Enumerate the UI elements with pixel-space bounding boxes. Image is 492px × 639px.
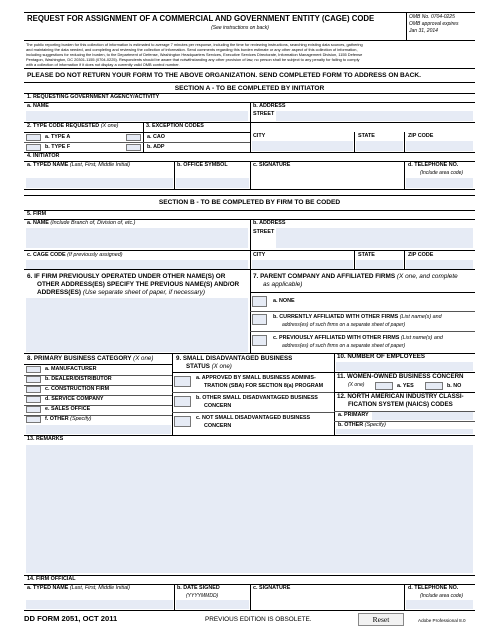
rule — [250, 311, 475, 312]
rule — [174, 161, 175, 189]
previous-names-field[interactable] — [26, 298, 248, 352]
currently-affiliated-line-1 — [273, 315, 442, 321]
cage-code-note: (If previously assigned) — [67, 252, 123, 258]
form-subtitle: (See instructions on back) — [211, 25, 269, 31]
item-7-text: 7. PARENT COMPANY AND AFFILIATED FIRMS — [253, 273, 396, 280]
sales-label: e. SALES OFFICE — [45, 406, 91, 412]
official-signature-label: c. SIGNATURE — [253, 585, 291, 591]
dealer-checkbox[interactable] — [26, 376, 41, 383]
rule — [24, 575, 475, 576]
other-category-text: f. OTHER — [45, 416, 69, 422]
agency-city-label: CITY — [253, 133, 266, 139]
rule — [354, 132, 355, 152]
reset-button[interactable]: Reset — [358, 613, 404, 626]
rule — [250, 292, 475, 293]
office-symbol-field[interactable] — [176, 178, 249, 188]
item-3-label: 3. EXCEPTION CODES — [146, 123, 204, 129]
agency-name-label: a. NAME — [27, 103, 49, 109]
currently-affiliated-line-2: address(es) of such firms on a separate sheet of paper) — [282, 322, 406, 328]
item-11-note: (X one) — [348, 382, 365, 388]
firm-zip-field[interactable] — [406, 260, 473, 269]
rule — [24, 210, 475, 211]
other-category-note: (Specify) — [70, 416, 92, 422]
manufacturer-checkbox[interactable] — [26, 366, 41, 373]
item-6-note: (Use separate sheet of paper, if necessary) — [82, 289, 206, 296]
rule — [24, 40, 475, 41]
adobe-version: Adobe Professional 8.0 — [418, 618, 466, 623]
firm-name-label — [27, 221, 135, 227]
item-6-line-3 — [37, 289, 205, 296]
firm-address-label: b. ADDRESS — [253, 220, 286, 226]
previously-affiliated-checkbox[interactable] — [252, 335, 267, 346]
initiator-phone-note: (Include area code) — [420, 170, 464, 176]
manufacturer-label: a. MANUFACTURER — [45, 366, 97, 372]
rule — [172, 412, 334, 413]
rule — [24, 189, 475, 190]
adp-label: b. ADP — [147, 144, 165, 150]
firm-name-field[interactable] — [26, 228, 248, 248]
item-9-line-1: 9. SMALL DISADVANTAGED BUSINESS — [176, 355, 293, 362]
agency-zip-label: ZIP CODE — [408, 133, 434, 139]
return-warning: PLEASE DO NOT RETURN YOUR FORM TO THE ABOVE ORGANIZATION. SEND COMPLETED FORM TO ADDRESS ON BACK. — [27, 72, 421, 79]
rule — [250, 102, 251, 152]
sba-approved-checkbox[interactable] — [174, 376, 191, 387]
official-name-note: (Last, First, Middle Initial) — [69, 585, 131, 591]
rule — [172, 372, 334, 373]
agency-state-label: STATE — [358, 133, 375, 139]
remarks-field[interactable] — [26, 445, 473, 573]
employees-field[interactable] — [336, 362, 473, 371]
rule — [24, 610, 475, 611]
date-signed-field[interactable] — [176, 600, 249, 609]
firm-name-note: (Include Branch of, Division of, etc.) — [50, 220, 136, 226]
item-7-line-2: as applicable) — [263, 281, 303, 288]
item-2-note: (X one) — [100, 123, 119, 129]
date-signed-note: (YYYYMMDD) — [186, 593, 219, 599]
sba-approved-line-2: TRATION (SBA) FOR SECTION 8(a) PROGRAM — [204, 383, 324, 389]
rule — [172, 353, 173, 435]
construction-label: c. CONSTRUCTION FIRM — [45, 386, 110, 392]
women-owned-no-checkbox[interactable] — [425, 382, 443, 390]
naics-primary-label: a. PRIMARY — [338, 412, 369, 418]
burden-line: with a collection of information if it does not display a currently valid OMB control number. — [26, 62, 180, 67]
affiliation-none-checkbox[interactable] — [252, 296, 267, 307]
sales-checkbox[interactable] — [26, 406, 41, 413]
rule — [250, 584, 251, 610]
rule — [24, 68, 475, 69]
other-category-checkbox[interactable] — [26, 416, 41, 423]
item-2-label — [27, 124, 118, 130]
initiator-name-label — [27, 163, 130, 169]
rule — [404, 584, 405, 610]
item-14-label: 14. FIRM OFFICIAL — [27, 576, 76, 582]
women-owned-no-label: b. NO — [447, 383, 462, 389]
official-phone-field[interactable] — [406, 600, 473, 609]
burden-statement — [26, 42, 474, 67]
item-6-text: ADDRESS(ES) — [37, 289, 82, 296]
previously-affiliated-line-2: address(es) of such firms on a separate sheet of paper) — [282, 343, 406, 349]
other-category-field[interactable] — [26, 425, 171, 434]
item-8-label — [27, 356, 153, 363]
item-4-label: 4. INITIATOR — [27, 153, 60, 159]
rule — [24, 435, 475, 436]
agency-state-field[interactable] — [356, 141, 403, 151]
item-6-line-1: 6. IF FIRM PREVIOUSLY OPERATED UNDER OTHER NAME(S) OR — [27, 273, 226, 280]
burden-line: The public reporting burden for this collection of information is estimated to average 7 minutes per response, including the time for reviewing instructions, searching existing data sources, gathering — [26, 42, 363, 47]
omb-date: Jan 31, 2014 — [409, 28, 438, 34]
currently-affiliated-checkbox[interactable] — [252, 314, 267, 325]
firm-city-field[interactable] — [252, 260, 353, 269]
other-sdb-checkbox[interactable] — [174, 396, 191, 407]
official-phone-note: (Include area code) — [420, 593, 464, 599]
type-a-label: a. TYPE A — [45, 134, 71, 140]
naics-other-field[interactable] — [336, 429, 473, 434]
agency-city-field[interactable] — [252, 141, 353, 151]
obsolete-notice: PREVIOUS EDITION IS OBSOLETE. — [205, 616, 312, 623]
omb-approval: OMB approval expires — [409, 21, 459, 27]
official-name-field[interactable] — [26, 600, 173, 609]
rule — [24, 364, 172, 365]
firm-name-text: a. NAME — [27, 220, 49, 226]
other-sdb-line-1: b. OTHER SMALL DISADVANTAGED BUSINESS — [196, 395, 318, 401]
rule — [24, 152, 475, 153]
burden-line: and maintaining the data needed, and completing and reviewing the collection of information. Send comments regarding this burden estimate or any other aspect of this collection of information, — [26, 47, 358, 52]
rule — [24, 132, 250, 133]
item-2-text: 2. TYPE CODE REQUESTED — [27, 123, 100, 129]
construction-checkbox[interactable] — [26, 386, 41, 393]
initiator-name-text: a. TYPED NAME — [27, 162, 69, 168]
rule — [404, 250, 405, 269]
burden-line: Pentagon, Washington, DC 20301-1155 (0704-0225). Respondents should be aware that notwithstanding any other provision of law, no person shall be subject to any penalty for failing to comply — [26, 57, 360, 62]
item-8-note: (X one) — [133, 355, 154, 362]
currently-affiliated-text: b. CURRENTLY AFFILIATED WITH OTHER FIRMS — [273, 314, 399, 320]
office-symbol-label: b. OFFICE SYMBOL — [177, 162, 228, 168]
official-phone-label: d. TELEPHONE NO. — [408, 585, 459, 591]
adp-checkbox[interactable] — [126, 144, 141, 151]
cage-code-text: c. CAGE CODE — [27, 252, 66, 258]
rule — [404, 161, 405, 189]
agency-address-label: b. ADDRESS — [253, 103, 286, 109]
type-f-checkbox[interactable] — [26, 144, 41, 151]
rule — [404, 132, 405, 152]
cao-label: a. CAO — [147, 134, 165, 140]
sba-approved-line-1: a. APPROVED BY SMALL BUSINESS ADMINIS- — [196, 375, 316, 381]
agency-street-label: STREET — [253, 111, 275, 117]
service-label: d. SERVICE COMPANY — [45, 396, 104, 402]
not-sdb-line-2: CONCERN — [204, 423, 232, 429]
agency-name-field[interactable] — [26, 111, 248, 121]
item-7-note: (X one, and complete — [396, 273, 458, 280]
omb-number: OMB No. 0704-0225 — [409, 14, 455, 20]
rule — [250, 331, 475, 332]
cage-code-field[interactable] — [26, 260, 248, 269]
form-title: REQUEST FOR ASSIGNMENT OF A COMMERCIAL AND GOVERNMENT ENTITY (CAGE) CODE — [27, 14, 375, 23]
rule — [354, 250, 355, 269]
item-7-line-1 — [253, 273, 458, 280]
rule — [24, 195, 475, 196]
burden-line: including suggestions for reducing the burden, to the Department of Defense, Washington Headquarters Services, Executive Services Directorate, Information Management Division, 1155 Defense — [26, 52, 363, 57]
item-11-label: 11. WOMEN-OWNED BUSINESS CONCERN — [337, 373, 464, 380]
initiator-phone-label: d. TELEPHONE NO. — [408, 162, 459, 168]
previously-affiliated-text: c. PREVIOUSLY AFFILIATED WITH OTHER FIRMS — [273, 335, 400, 341]
section-b-heading: SECTION B - TO BE COMPLETED BY FIRM TO BE CODED — [158, 199, 341, 206]
firm-state-field[interactable] — [356, 260, 403, 269]
type-a-checkbox[interactable] — [26, 134, 41, 141]
initiator-signature-label: c. SIGNATURE — [253, 162, 291, 168]
item-8-text: 8. PRIMARY BUSINESS CATEGORY — [27, 355, 132, 362]
initiator-phone-field[interactable] — [406, 178, 473, 188]
dealer-label: b. DEALER/DISTRIBUTOR — [45, 376, 112, 382]
official-name-label — [27, 586, 130, 592]
other-sdb-line-2: CONCERN — [204, 403, 232, 409]
rule — [143, 122, 144, 152]
firm-street-label: STREET — [253, 229, 275, 235]
not-sdb-checkbox[interactable] — [174, 416, 191, 427]
previously-affiliated-line-1 — [273, 336, 443, 342]
firm-city-label: CITY — [253, 252, 266, 258]
item-13-label: 13. REMARKS — [27, 436, 64, 442]
rule — [334, 353, 335, 435]
firm-state-label: STATE — [358, 252, 375, 258]
item-5-label: 5. FIRM — [27, 211, 47, 217]
type-f-label: b. TYPE F — [45, 144, 71, 150]
item-9-text: STATUS — [186, 363, 210, 370]
women-owned-yes-checkbox[interactable] — [375, 382, 393, 390]
rule — [24, 250, 475, 251]
rule — [24, 142, 250, 143]
item-12-line-1: 12. NORTH AMERICAN INDUSTRY CLASSI- — [337, 393, 464, 400]
naics-primary-field[interactable] — [372, 412, 473, 420]
form-number: DD FORM 2051, OCT 2011 — [24, 614, 118, 623]
firm-zip-label: ZIP CODE — [408, 252, 434, 258]
rule — [250, 219, 251, 269]
naics-other-note: (Specify) — [364, 422, 386, 428]
other-category-label — [45, 417, 91, 423]
agency-street-field[interactable] — [276, 111, 473, 121]
naics-other-text: b. OTHER — [338, 422, 364, 428]
agency-zip-field[interactable] — [406, 141, 473, 151]
item-9-note: (X one) — [211, 363, 232, 370]
not-sdb-line-1: c. NOT SMALL DISADVANTAGED BUSINESS — [196, 415, 311, 421]
firm-street-field[interactable] — [276, 228, 473, 248]
item-9-line-2 — [186, 364, 232, 371]
currently-affiliated-note: (List name(s) and — [399, 314, 442, 320]
women-owned-yes-label: a. YES — [397, 383, 414, 389]
service-checkbox[interactable] — [26, 396, 41, 403]
section-a-heading: SECTION A - TO BE COMPLETED BY INITIATOR — [174, 85, 325, 92]
cage-code-label — [27, 253, 123, 259]
rule — [174, 584, 175, 610]
item-1-label: 1. REQUESTING GOVERNMENT AGENCY/ACTIVITY — [27, 94, 160, 100]
initiator-name-field[interactable] — [26, 178, 173, 188]
rule — [406, 12, 407, 40]
rule — [250, 161, 251, 189]
previously-affiliated-note: (List name(s) and — [400, 335, 443, 341]
affiliation-none-label: a. NONE — [273, 298, 295, 304]
item-6-line-2: OTHER ADDRESS(ES) SPECIFY THE PREVIOUS NAME(S) AND/OR — [37, 281, 240, 288]
date-signed-label: b. DATE SIGNED — [177, 585, 220, 591]
item-10-label: 10. NUMBER OF EMPLOYEES — [337, 353, 426, 360]
initiator-name-note: (Last, First, Middle Initial) — [69, 162, 131, 168]
rule — [24, 12, 475, 13]
rule — [172, 392, 334, 393]
rule — [24, 82, 475, 83]
official-name-text: a. TYPED NAME — [27, 585, 69, 591]
cao-checkbox[interactable] — [126, 134, 141, 141]
item-12-line-2: FICATION SYSTEM (NAICS) CODES — [348, 401, 453, 408]
